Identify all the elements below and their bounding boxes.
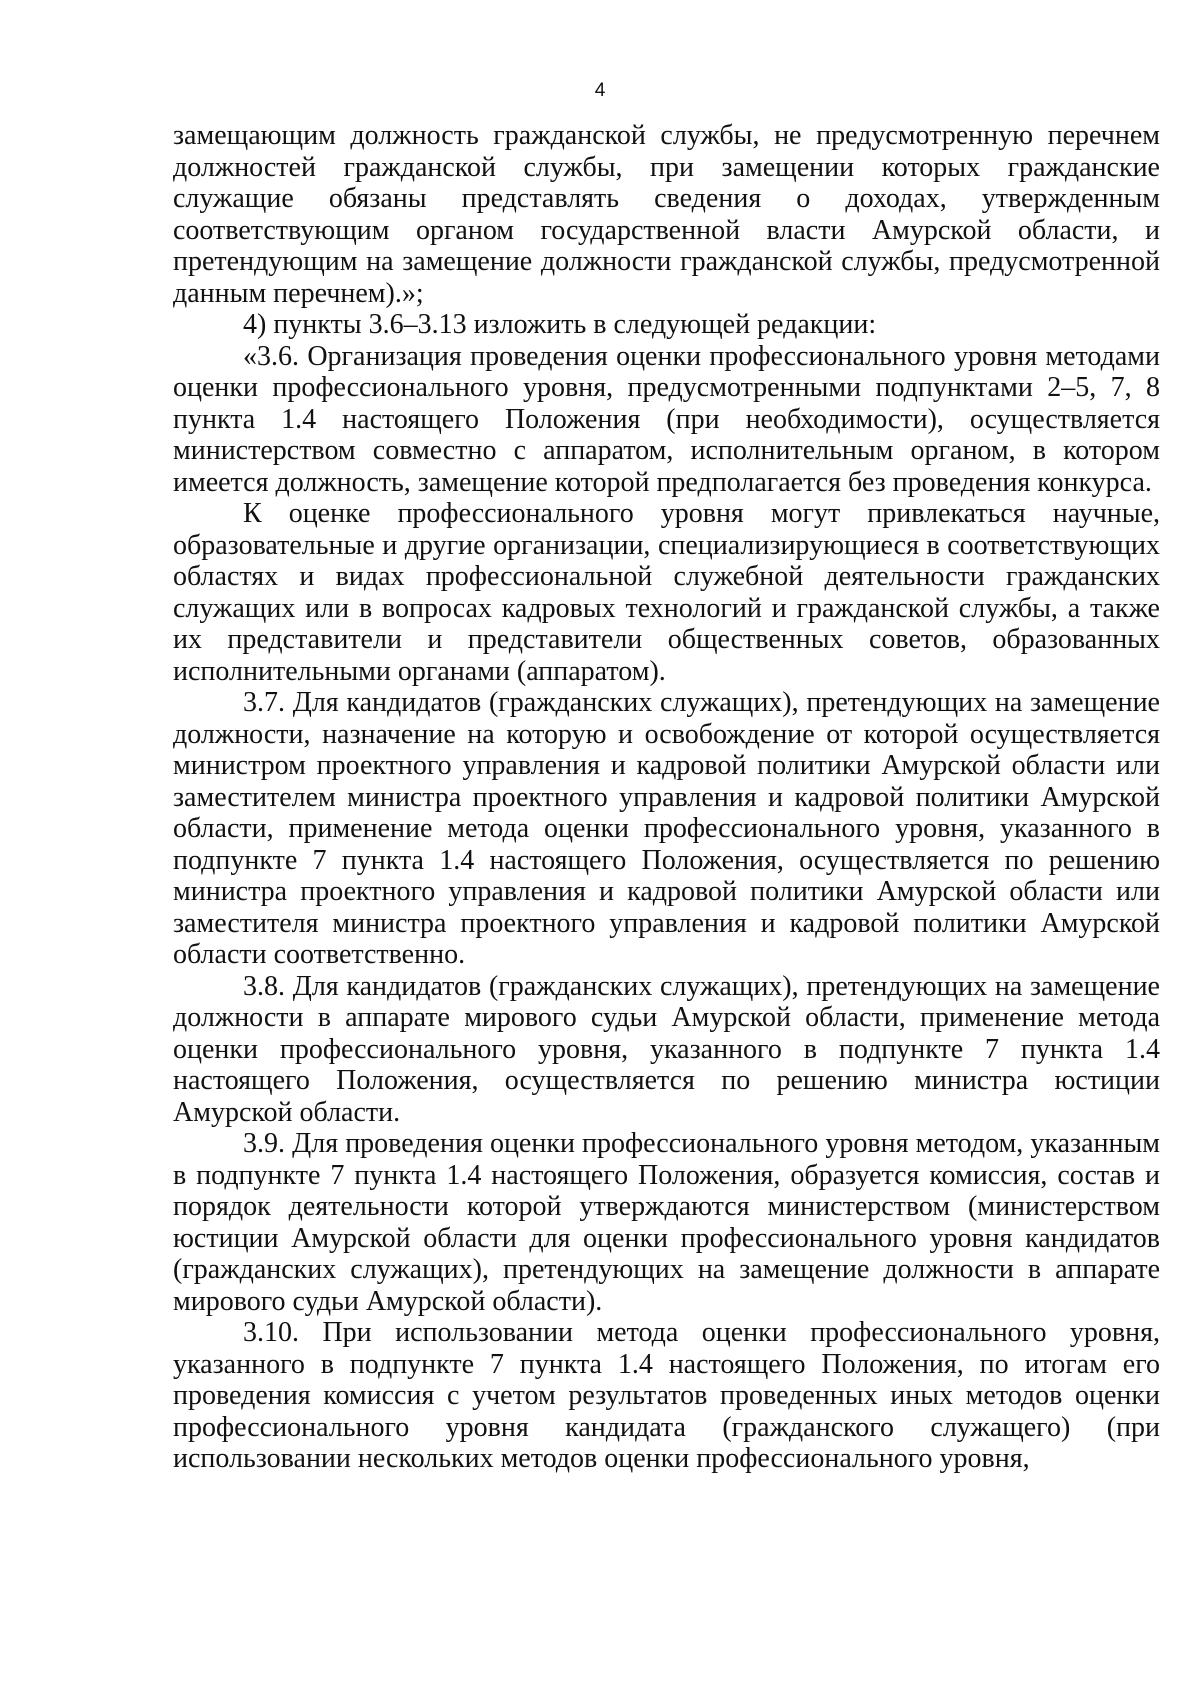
paragraph-3-6: «3.6. Организация проведения оценки профессионального уровня методами оценки профессионального уровня, предусмотренными подпунктами 2–5, 7, 8 пункта 1.4 настоящего Положения (при необходимости), осуществляется министерством совместно с аппаратом, исполнительным органом, в котором имеется должность, замещение которой предполагается без проведения конкурса. — [173, 340, 1160, 498]
document-body — [173, 120, 1160, 1475]
paragraph-3-6-organizations: К оценке профессионального уровня могут привлекаться научные, образовательные и другие организации, специализирующиеся в соответствующих областях и видах профессиональной служебной деятельности гражданских служащих или в вопросах кадровых технологий и гражданской службы, а также их представители и представители общественных советов, образованных исполнительными органами (аппаратом). — [173, 498, 1160, 687]
paragraph-item-4: 4) пункты 3.6–3.13 изложить в следующей редакции: — [243, 309, 877, 340]
page-number: 4 — [594, 80, 606, 101]
paragraph-3-9: 3.9. Для проведения оценки профессионального уровня методом, указанным в подпункте 7 пункта 1.4 настоящего Положения, образуется комиссия, состав и порядок деятельности которой утверждаются министерством (министерством юстиции Амурской области для оценки профессионального уровня кандидатов (гражданских служащих), претендующих на замещение должности в аппарате мирового судьи Амурской области). — [173, 1128, 1160, 1317]
paragraph-3-8: 3.8. Для кандидатов (гражданских служащих), претендующих на замещение должности в аппарате мирового судьи Амурской области, применение метода оценки профессионального уровня, указанного в подпункте 7 пункта 1.4 настоящего Положения, осуществляется по решению министра юстиции Амурской области. — [173, 970, 1160, 1128]
paragraph-continuation: замещающим должность гражданской службы, не предусмотренную перечнем должностей гражданской службы, при замещении которых гражданские служащие обязаны представлять сведения о доходах, утвержденным соответствующим органом государственной власти Амурской области, и претендующим на замещение должности гражданской службы, предусмотренной данным перечнем).»; — [173, 120, 1160, 309]
paragraph-3-10: 3.10. При использовании метода оценки профессионального уровня, указанного в подпункте 7 пункта 1.4 настоящего Положения, по итогам его проведения комиссия с учетом результатов проведенных иных методов оценки профессионального уровня кандидата (гражданского служащего) (при использовании нескольких методов оценки профессионального уровня, — [173, 1317, 1160, 1474]
paragraph-3-7: 3.7. Для кандидатов (гражданских служащих), претендующих на замещение должности, назначение на которую и освобождение от которой осуществляется министром проектного управления и кадровой политики Амурской области или заместителем министра проектного управления и кадровой политики Амурской области, применение метода оценки профессионального уровня, указанного в подпункте 7 пункта 1.4 настоящего Положения, осуществляется по решению министра проектного управления и кадровой политики Амурской области или заместителя министра проектного управления и кадровой политики Амурской области соответственно. — [173, 687, 1160, 970]
